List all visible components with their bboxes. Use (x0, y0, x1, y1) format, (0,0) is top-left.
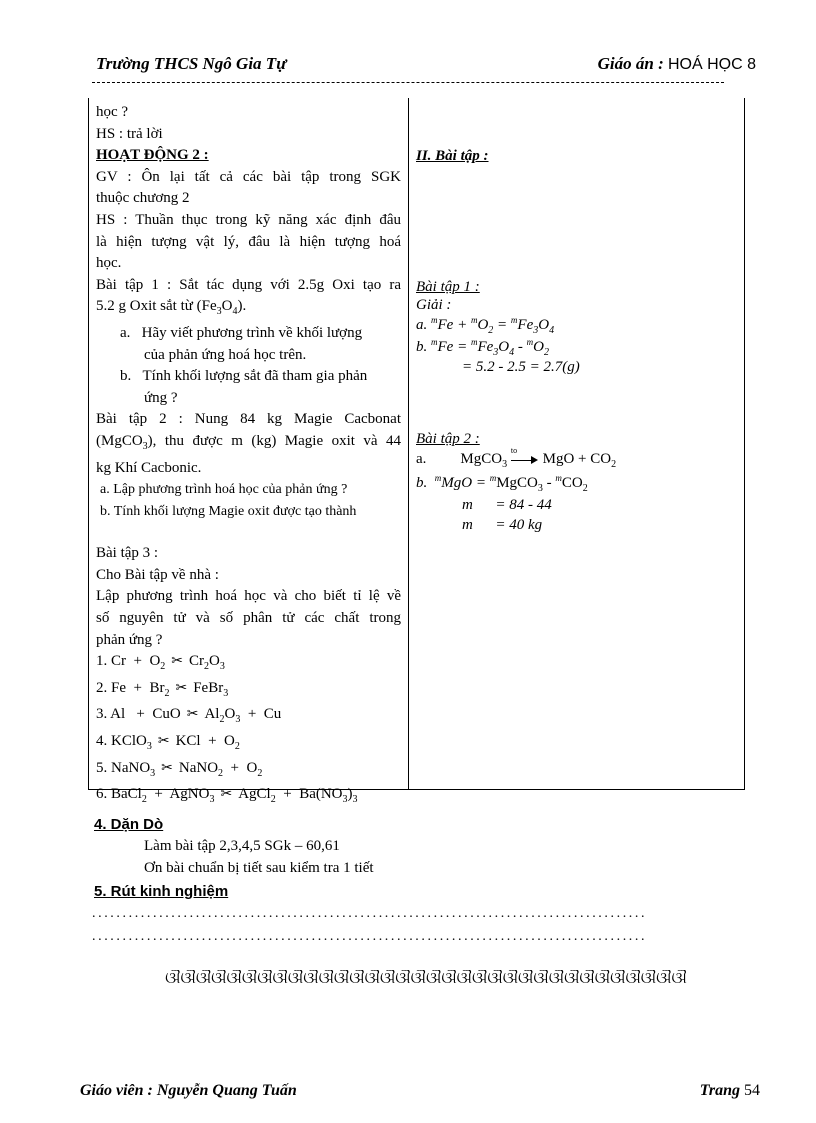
text-line: 5.2 g Oxit sắt từ $(Fe_3O_4)$. (96, 298, 247, 318)
scissors-icon: ✂ (157, 733, 170, 750)
text-line: học. (96, 255, 122, 272)
equation-line: b. $^mFe = ^mFe_3O_4 - ^mO_2$ (416, 337, 549, 358)
scissors-icon: ✂ (175, 679, 188, 696)
text-line: Lập phương trình hoá học và cho biết tỉ lệ về (96, 588, 401, 605)
equation-item: 1. $Cr + O_2$ ✂ $Cr_2O_3$ (96, 653, 225, 673)
footer-teacher: Giáo viên : Nguyễn Quang Tuấn (80, 1082, 297, 1099)
scissors-icon: ✂ (186, 706, 199, 723)
dotted-line: ........................................................................................... (92, 906, 648, 921)
list-item: của phản ứng hoá học trên. (144, 346, 307, 363)
list-item: b. Tính khối lượng Magie oxit được tạo thành (100, 503, 357, 519)
section-title: II. Bài tập : (416, 148, 489, 164)
text-line: HS : trả lời (96, 125, 163, 142)
equation-item: 4. KClO$_3$ ✂ KCl + $O_2$ (96, 733, 240, 753)
page-label: Trang (699, 1082, 740, 1099)
solution-2 (416, 431, 736, 534)
text-line: là hiện tượng vật lý, đâu là hiện tượng hoá (96, 233, 401, 250)
calc-line: m = 84 - 44 (462, 497, 552, 513)
scissors-icon: ✂ (220, 786, 233, 803)
text-line: Cho Bài tập về nhà : (96, 566, 219, 583)
text-line: (MgCO$_3$), thu được m (kg) Magie oxit và 44 (96, 432, 401, 452)
text-line: Bài tập 1 : Sắt tác dụng với 2.5g Oxi tạo ra (96, 276, 401, 293)
subject-name: HOÁ HỌC 8 (667, 56, 756, 73)
equation-line: a. MgCO$_3$ to MgO + $CO_2$ (416, 445, 617, 470)
footer-page (700, 1082, 760, 1100)
list-item: ứng ? (144, 389, 178, 406)
text-line: kg Khí Cacbonic. (96, 459, 202, 476)
column-divider (408, 98, 409, 790)
solution-1 (416, 279, 736, 376)
homework-line: Ơn bài chuẩn bị tiết sau kiểm tra 1 tiết (144, 860, 374, 876)
arrow-icon: to (511, 455, 539, 465)
text-line: Bài tập 3 : (96, 545, 159, 562)
text-line: GV : Ôn lại tất cả các bài tập trong SGK (96, 168, 401, 185)
text-line: HS : Thuần thục trong kỹ năng xác định đâu (96, 211, 401, 228)
equation-item: 3. Al + CuO ✂ $Al_2O_3 + Cu$ (96, 706, 282, 726)
equation-list (96, 651, 401, 811)
header-divider (92, 82, 724, 83)
equation-line: b. $^m$MgO = $^m$MgCO$_3$ - $^mCO_2$ (416, 473, 588, 494)
scissors-icon: ✂ (171, 653, 184, 670)
ornament-divider: ଔଔଔଔଔଔଔଔଔଔଔଔଔଔଔଔଔଔଔଔଔଔଔଔଔଔଔଔଔଔଔଔଔଔ (165, 970, 687, 987)
exercise-title: Bài tập 1 : (416, 279, 480, 295)
equation-item: 6. BaCl$_2$ + AgNO$_3$ ✂ AgCl$_2$ + $Ba(NO_3)_3$ (96, 786, 358, 806)
equation-item: 5. NaNO$_3$ ✂ NaNO$_2$ + $O_2$ (96, 759, 263, 779)
text-line: số nguyên tử và số phân tử các chất trong (96, 610, 401, 627)
text-line: Bài tập 2 : Nung 84 kg Magie Cacbonat (96, 411, 401, 428)
equation-item: 2. $Fe + Br_2$ ✂ FeBr$_3$ (96, 679, 229, 699)
homework-title: 4. Dặn Dò (94, 816, 164, 833)
solution-label: Giải : (416, 297, 452, 313)
exercise-title: Bài tập 2 : (416, 431, 480, 447)
plan-label: Giáo án : (597, 54, 664, 73)
equation-line: a. $^mFe + ^mO_2 = ^mFe_3O_4$ (416, 315, 555, 336)
calc-line: = 5.2 - 2.5 = 2.7(g) (462, 359, 580, 375)
header-subject (598, 54, 756, 74)
list-item: a. Hãy viết phương trình về khối lượng (120, 324, 363, 341)
spacer (96, 522, 401, 543)
list-item: a. Lập phương trình hoá học của phản ứng ? (100, 482, 348, 498)
left-column (96, 102, 401, 811)
scissors-icon: ✂ (161, 759, 173, 776)
dotted-line: ........................................................................................... (92, 929, 648, 944)
homework-line: Làm bài tập 2,3,4,5 SGk – 60,61 (144, 838, 340, 854)
text-line: học ? (96, 104, 129, 120)
page-number: 54 (744, 1082, 760, 1099)
text-line: phản ứng ? (96, 631, 163, 648)
calc-line: m = 40 kg (462, 517, 543, 533)
list-item: b. Tính khối lượng sắt đã tham gia phản (120, 368, 368, 385)
right-column (416, 148, 736, 165)
review-title: 5. Rút kinh nghiệm (94, 883, 229, 900)
activity-title: HOẠT ĐỘNG 2 : (96, 147, 209, 164)
text-line: thuộc chương 2 (96, 190, 190, 207)
header-school: Trường THCS Ngô Gia Tự (96, 54, 287, 73)
